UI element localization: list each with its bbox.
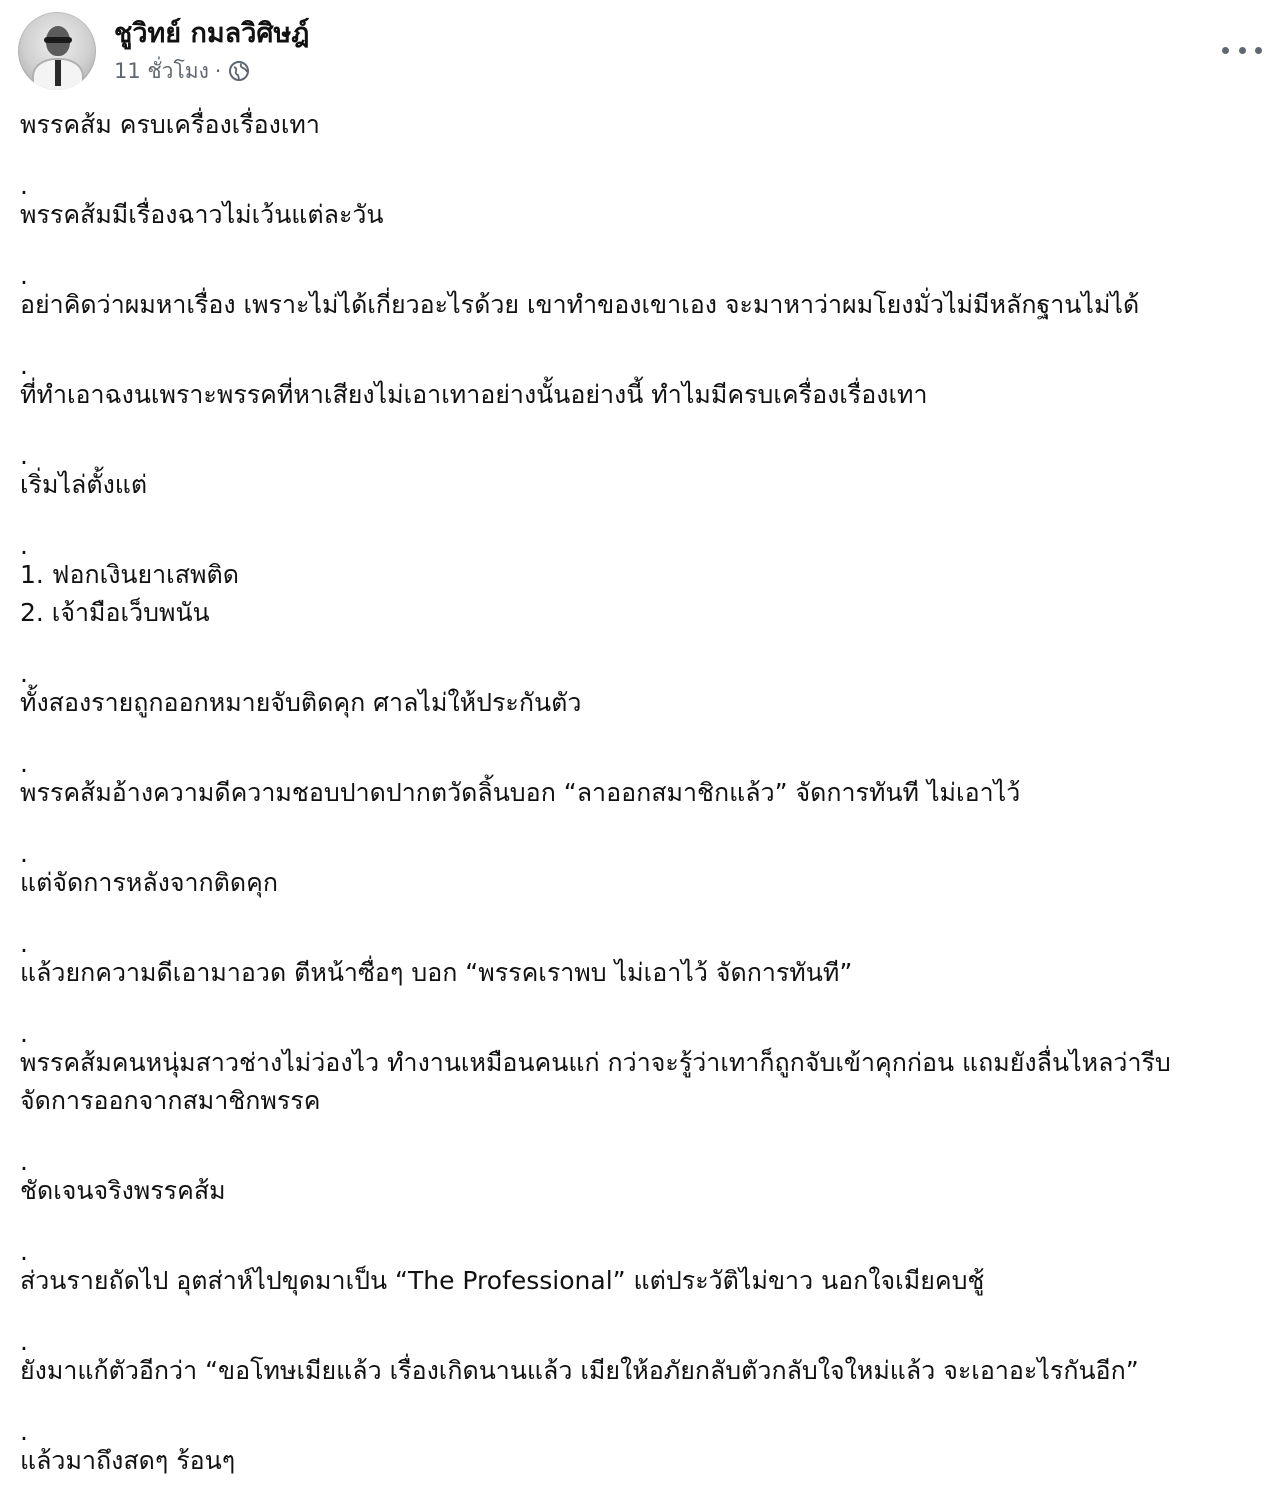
post-timestamp-link[interactable]: 11 ชั่วโมง [114, 59, 209, 83]
post-paragraph: แล้วยกความดีเอามาอวด ตีหน้าซื่อๆ บอก “พรรคเราพบ ไม่เอาไว้ จัดการทันที” [20, 958, 853, 987]
paragraph-separator: . [20, 171, 28, 200]
more-options-icon[interactable] [1222, 38, 1262, 62]
post-paragraph: ยังมาแก้ตัวอีกว่า “ขอโทษเมียแล้ว เรื่องเกิดนานแล้ว เมียให้อภัยกลับตัวกลับใจใหม่แล้ว จะเอาอะไรกันอีก” [20, 1356, 1139, 1385]
paragraph-separator: . [20, 261, 28, 290]
author-name-link[interactable]: ชูวิทย์ กมลวิศิษฎ์ [114, 18, 310, 49]
post-header [18, 12, 1262, 92]
post-paragraph: ทั้งสองรายถูกออกหมายจับติดคุก ศาลไม่ให้ประกันตัว [20, 688, 582, 717]
post-paragraph: แล้วมาถึงสดๆ ร้อนๆ [20, 1446, 236, 1475]
paragraph-separator: . [20, 1237, 28, 1266]
post-paragraph-continued: จัดการออกจากสมาชิกพรรค [20, 1086, 321, 1115]
author-avatar[interactable] [18, 12, 96, 90]
paragraph-separator: . [20, 1147, 28, 1176]
post-paragraph: พรรคส้มอ้างความดีความชอบปาดปากตวัดลิ้นบอก “ลาออกสมาชิกแล้ว” จัดการทันที ไม่เอาไว้ [20, 778, 1021, 807]
post-paragraph: พรรคส้มคนหนุ่มสาวช่างไม่ว่องไว ทำงานเหมือนคนแก่ กว่าจะรู้ว่าเทาก็ถูกจับเข้าคุกก่อน แถมยังลื่นไหลว่ารีบ [20, 1048, 1171, 1077]
post-paragraph: พรรคส้ม ครบเครื่องเรื่องเทา [20, 110, 320, 139]
paragraph-separator: . [20, 441, 28, 470]
post-paragraph: ชัดเจนจริงพรรคส้ม [20, 1176, 226, 1205]
meta-separator: · [214, 59, 222, 83]
paragraph-separator: . [20, 929, 28, 958]
paragraph-separator: . [20, 351, 28, 380]
paragraph-separator: . [20, 1019, 28, 1048]
more-dot [1255, 47, 1262, 54]
post-paragraph: แต่จัดการหลังจากติดคุก [20, 868, 278, 897]
paragraph-separator: . [20, 839, 28, 868]
avatar-tie-shape [55, 60, 61, 86]
post-paragraph: พรรคส้มมีเรื่องฉาวไม่เว้นแต่ละวัน [20, 200, 384, 229]
list-item: 2. เจ้ามือเว็บพนัน [20, 598, 210, 627]
globe-icon[interactable] [227, 59, 251, 83]
avatar-glasses-shape [44, 37, 72, 43]
paragraph-separator: . [20, 531, 28, 560]
more-dot [1239, 47, 1246, 54]
paragraph-separator: . [20, 659, 28, 688]
more-dot [1222, 47, 1229, 54]
post-paragraph: ที่ทำเอาฉงนเพราะพรรคที่หาเสียงไม่เอาเทาอย่างนั้นอย่างนี้ ทำไมมีครบเครื่องเรื่องเทา [20, 380, 928, 409]
paragraph-separator: . [20, 1417, 28, 1446]
paragraph-separator: . [20, 749, 28, 778]
post-paragraph: ส่วนรายถัดไป อุตส่าห์ไปขุดมาเป็น “The Professional” แต่ประวัติไม่ขาว นอกใจเมียคบชู้ [20, 1266, 985, 1295]
post-body [20, 106, 1260, 1480]
post-paragraph: อย่าคิดว่าผมหาเรื่อง เพราะไม่ได้เกี่ยวอะไรด้วย เขาทำของเขาเอง จะมาหาว่าผมโยงมั่วไม่มีหลักฐานไม่ได้ [20, 290, 1140, 319]
post-meta [114, 56, 251, 86]
paragraph-separator: . [20, 1327, 28, 1356]
list-item: 1. ฟอกเงินยาเสพติด [20, 560, 239, 589]
post-paragraph: เริ่มไล่ตั้งแต่ [20, 470, 148, 499]
